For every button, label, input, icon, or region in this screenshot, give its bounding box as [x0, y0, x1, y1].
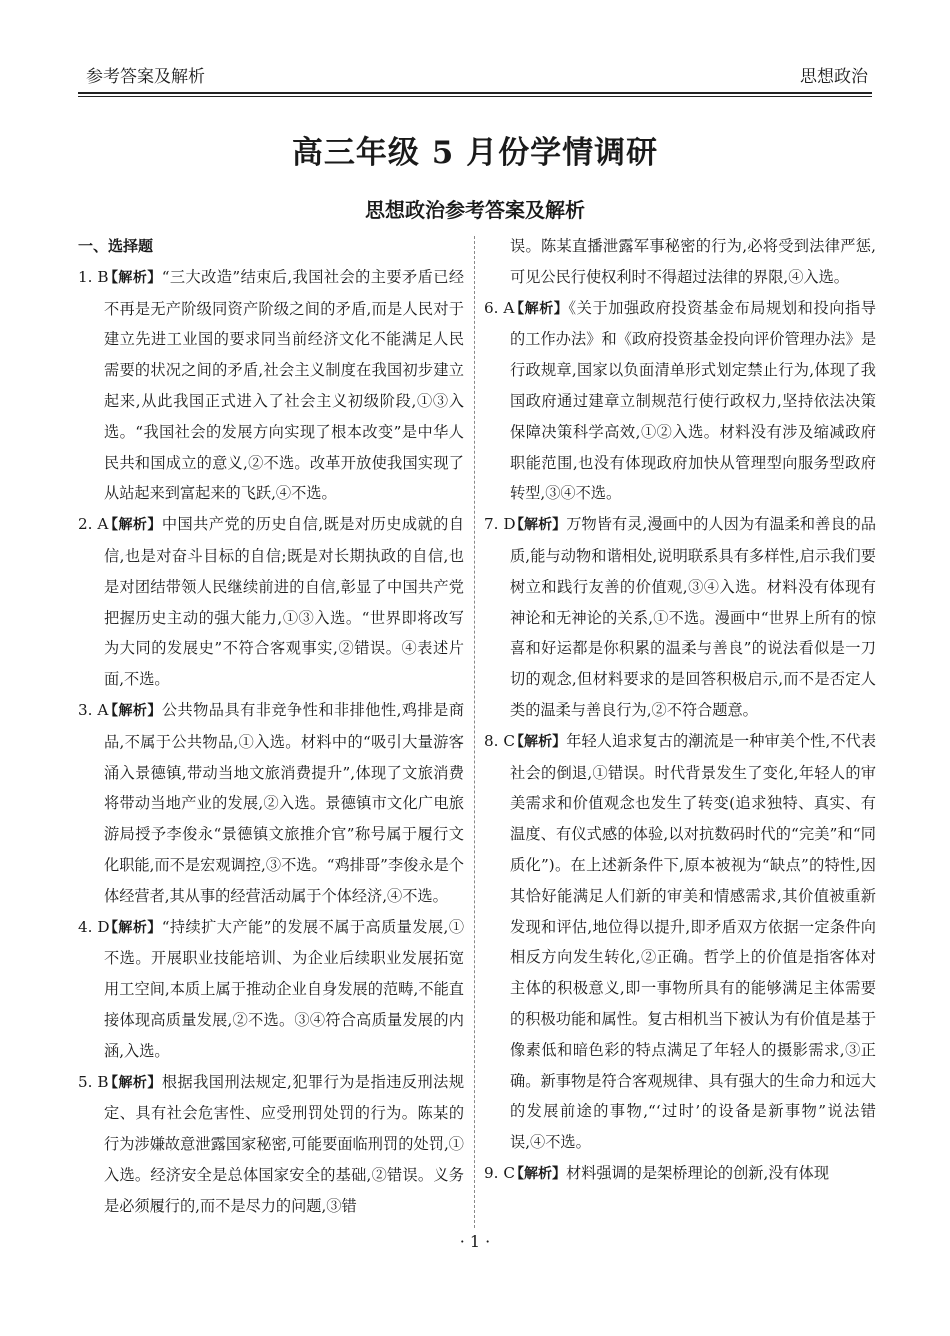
page-subtitle: 思想政治参考答案及解析 — [365, 198, 585, 222]
question-5-continuation: 误。陈某直播泄露军事秘密的行为,必将受到法律严惩,可见公民行使权利时不得超过法律的界限,④入选。 — [510, 237, 876, 286]
question-7 — [484, 509, 876, 726]
question-5 — [78, 1067, 464, 1222]
question-text: 中国共产党的历史自信,既是对历史成就的自信,也是对奋斗目标的自信;既是对长期执政的自信,也是对团结带领人民继续前进的自信,彰显了中国共产党把握历史主动的强大能力,①③入选。“世界即将改写为大同的发展史”不符合客观事实,②错误。④表述片面,不选。 — [104, 515, 465, 689]
question-number: 7. D — [484, 515, 516, 534]
question-text: 《关于加强政府投资基金布局规划和投向指导的工作办法》和《政府投资基金投向评价管理办法》是行政规章,国家以负面清单形式划定禁止行为,体现了我国政府通过建章立制规范行使行政权力,坚持依法决策保障决策科学高效,①②入选。材料没有涉及缩减政府职能范围,也没有体现政府加快从管理型向服务型政府转型,③④不选。 — [510, 298, 877, 503]
question-1 — [78, 262, 464, 509]
question-3 — [78, 695, 464, 912]
header-rule-thick — [78, 92, 872, 94]
question-number: 4. D — [78, 917, 110, 936]
question-number: 2. A — [78, 515, 109, 534]
question-4 — [78, 912, 464, 1067]
question-number: 9. C — [484, 1163, 515, 1182]
question-text: 材料强调的是架桥理论的创新,没有体现 — [566, 1163, 830, 1182]
page-header — [78, 58, 872, 92]
question-number: 3. A — [78, 700, 109, 719]
section-heading: 一、选择题 — [78, 237, 154, 255]
question-text: 根据我国刑法规定,犯罪行为是指违反刑法规定、具有社会危害性、应受刑罚处罚的行为。陈某的行为涉嫌故意泄露国家秘密,可能要面临刑罚的处罚,①入选。经济安全是总体国家安全的基础,②错误。义务是必须履行的,而不是尽力的问题,③错 — [104, 1072, 465, 1215]
question-number: 6. A — [484, 298, 515, 317]
analysis-tag: 【解析】 — [510, 517, 567, 534]
analysis-tag: 【解析】 — [104, 269, 162, 286]
page-number: · 1 · — [459, 1232, 491, 1251]
header-rule-thin — [78, 96, 872, 97]
question-text: 年轻人追求复古的潮流是一种审美个性,不代表社会的倒退,①错误。时代背景发生了变化,年轻人的审美需求和价值观念也发生了转变(追求独特、真实、有温度、有仪式感的体验,以对抗数码时代的“完美”和“同质化”)。在上述新条件下,原本被视为“缺点”的特性,因其恰好能满足人们新的审美和情感需求,其价值被重新发现和评估,地位得以提升,即矛盾双方依据一定条件向相反方向发生转化,②正确。哲学上的价值是指客体对主体的积极意义,即一事物所具有的能够满足主体需要的积极功能和属性。复古相机当下被认为有价值是基于像素低和暗色彩的特点满足了年轻人的摄影需求,③正确。新事物是符合客观规律、具有强大的生命力和远大的发展前途的事物,“‘过时’的设备是新事物”说法错误,④不选。 — [510, 731, 877, 1152]
analysis-tag: 【解析】 — [104, 1074, 162, 1091]
analysis-tag: 【解析】 — [104, 702, 162, 719]
question-number: 5. B — [78, 1072, 109, 1091]
right-column — [484, 231, 876, 1190]
question-8 — [484, 726, 876, 1158]
question-6 — [484, 293, 876, 510]
question-number: 8. C — [484, 731, 515, 750]
left-column — [78, 231, 464, 1222]
analysis-tag: 【解析】 — [510, 300, 569, 317]
analysis-tag: 【解析】 — [510, 1165, 566, 1182]
analysis-tag: 【解析】 — [510, 733, 567, 750]
analysis-tag: 【解析】 — [104, 517, 162, 534]
question-text: “三大改造”结束后,我国社会的主要矛盾已经不再是无产阶级同资产阶级之间的矛盾,而是人民对于建立先进工业国的要求同当前经济文化不能满足人民需要的状况之间的矛盾,社会主义制度在我国初步建立起来,从此我国正式进入了社会主义初级阶段,①③入选。“我国社会的发展方向实现了根本改变”是中华人民共和国成立的意义,②不选。改革开放使我国实现了从站起来到富起来的飞跃,④不选。 — [104, 267, 465, 503]
question-text: “持续扩大产能”的发展不属于高质量发展,①不选。开展职业技能培训、为企业后续职业发展拓宽用工空间,本质上属于推动企业自身发展的范畴,不能直接体现高质量发展,②不选。③④符合高质量发展的内涵,入选。 — [104, 917, 465, 1060]
header-right-label: 思想政治 — [800, 67, 868, 87]
question-text: 万物皆有灵,漫画中的人因为有温柔和善良的品质,能与动物和谐相处,说明联系具有多样性,启示我们要树立和践行友善的价值观,③④入选。材料没有体现有神论和无神论的关系,①不选。漫画中“世界上所有的惊喜和好运都是你积累的温柔与善良”的说法看似是一刀切的观念,但材料要求的是回答积极启示,而不是否定人类的温柔与善良行为,②不符合题意。 — [510, 515, 877, 719]
page-title: 高三年级 5 月份学情调研 — [291, 135, 659, 171]
header-left-label: 参考答案及解析 — [86, 67, 205, 87]
question-number: 1. B — [78, 267, 109, 286]
column-divider — [474, 236, 475, 1228]
question-text: 公共物品具有非竞争性和非排他性,鸡排是商品,不属于公共物品,①入选。材料中的“吸引大量游客涌入景德镇,带动当地文旅消费提升”,体现了文旅消费将带动当地产业的发展,②入选。景德镇市文化广电旅游局授予李俊永“景德镇文旅推介官”称号属于履行文化职能,而不是宏观调控,③不选。“鸡排哥”李俊永是个体经营者,其从事的经营活动属于个体经济,④不选。 — [104, 700, 465, 905]
question-2 — [78, 509, 464, 695]
question-9 — [484, 1158, 876, 1190]
analysis-tag: 【解析】 — [104, 919, 162, 936]
